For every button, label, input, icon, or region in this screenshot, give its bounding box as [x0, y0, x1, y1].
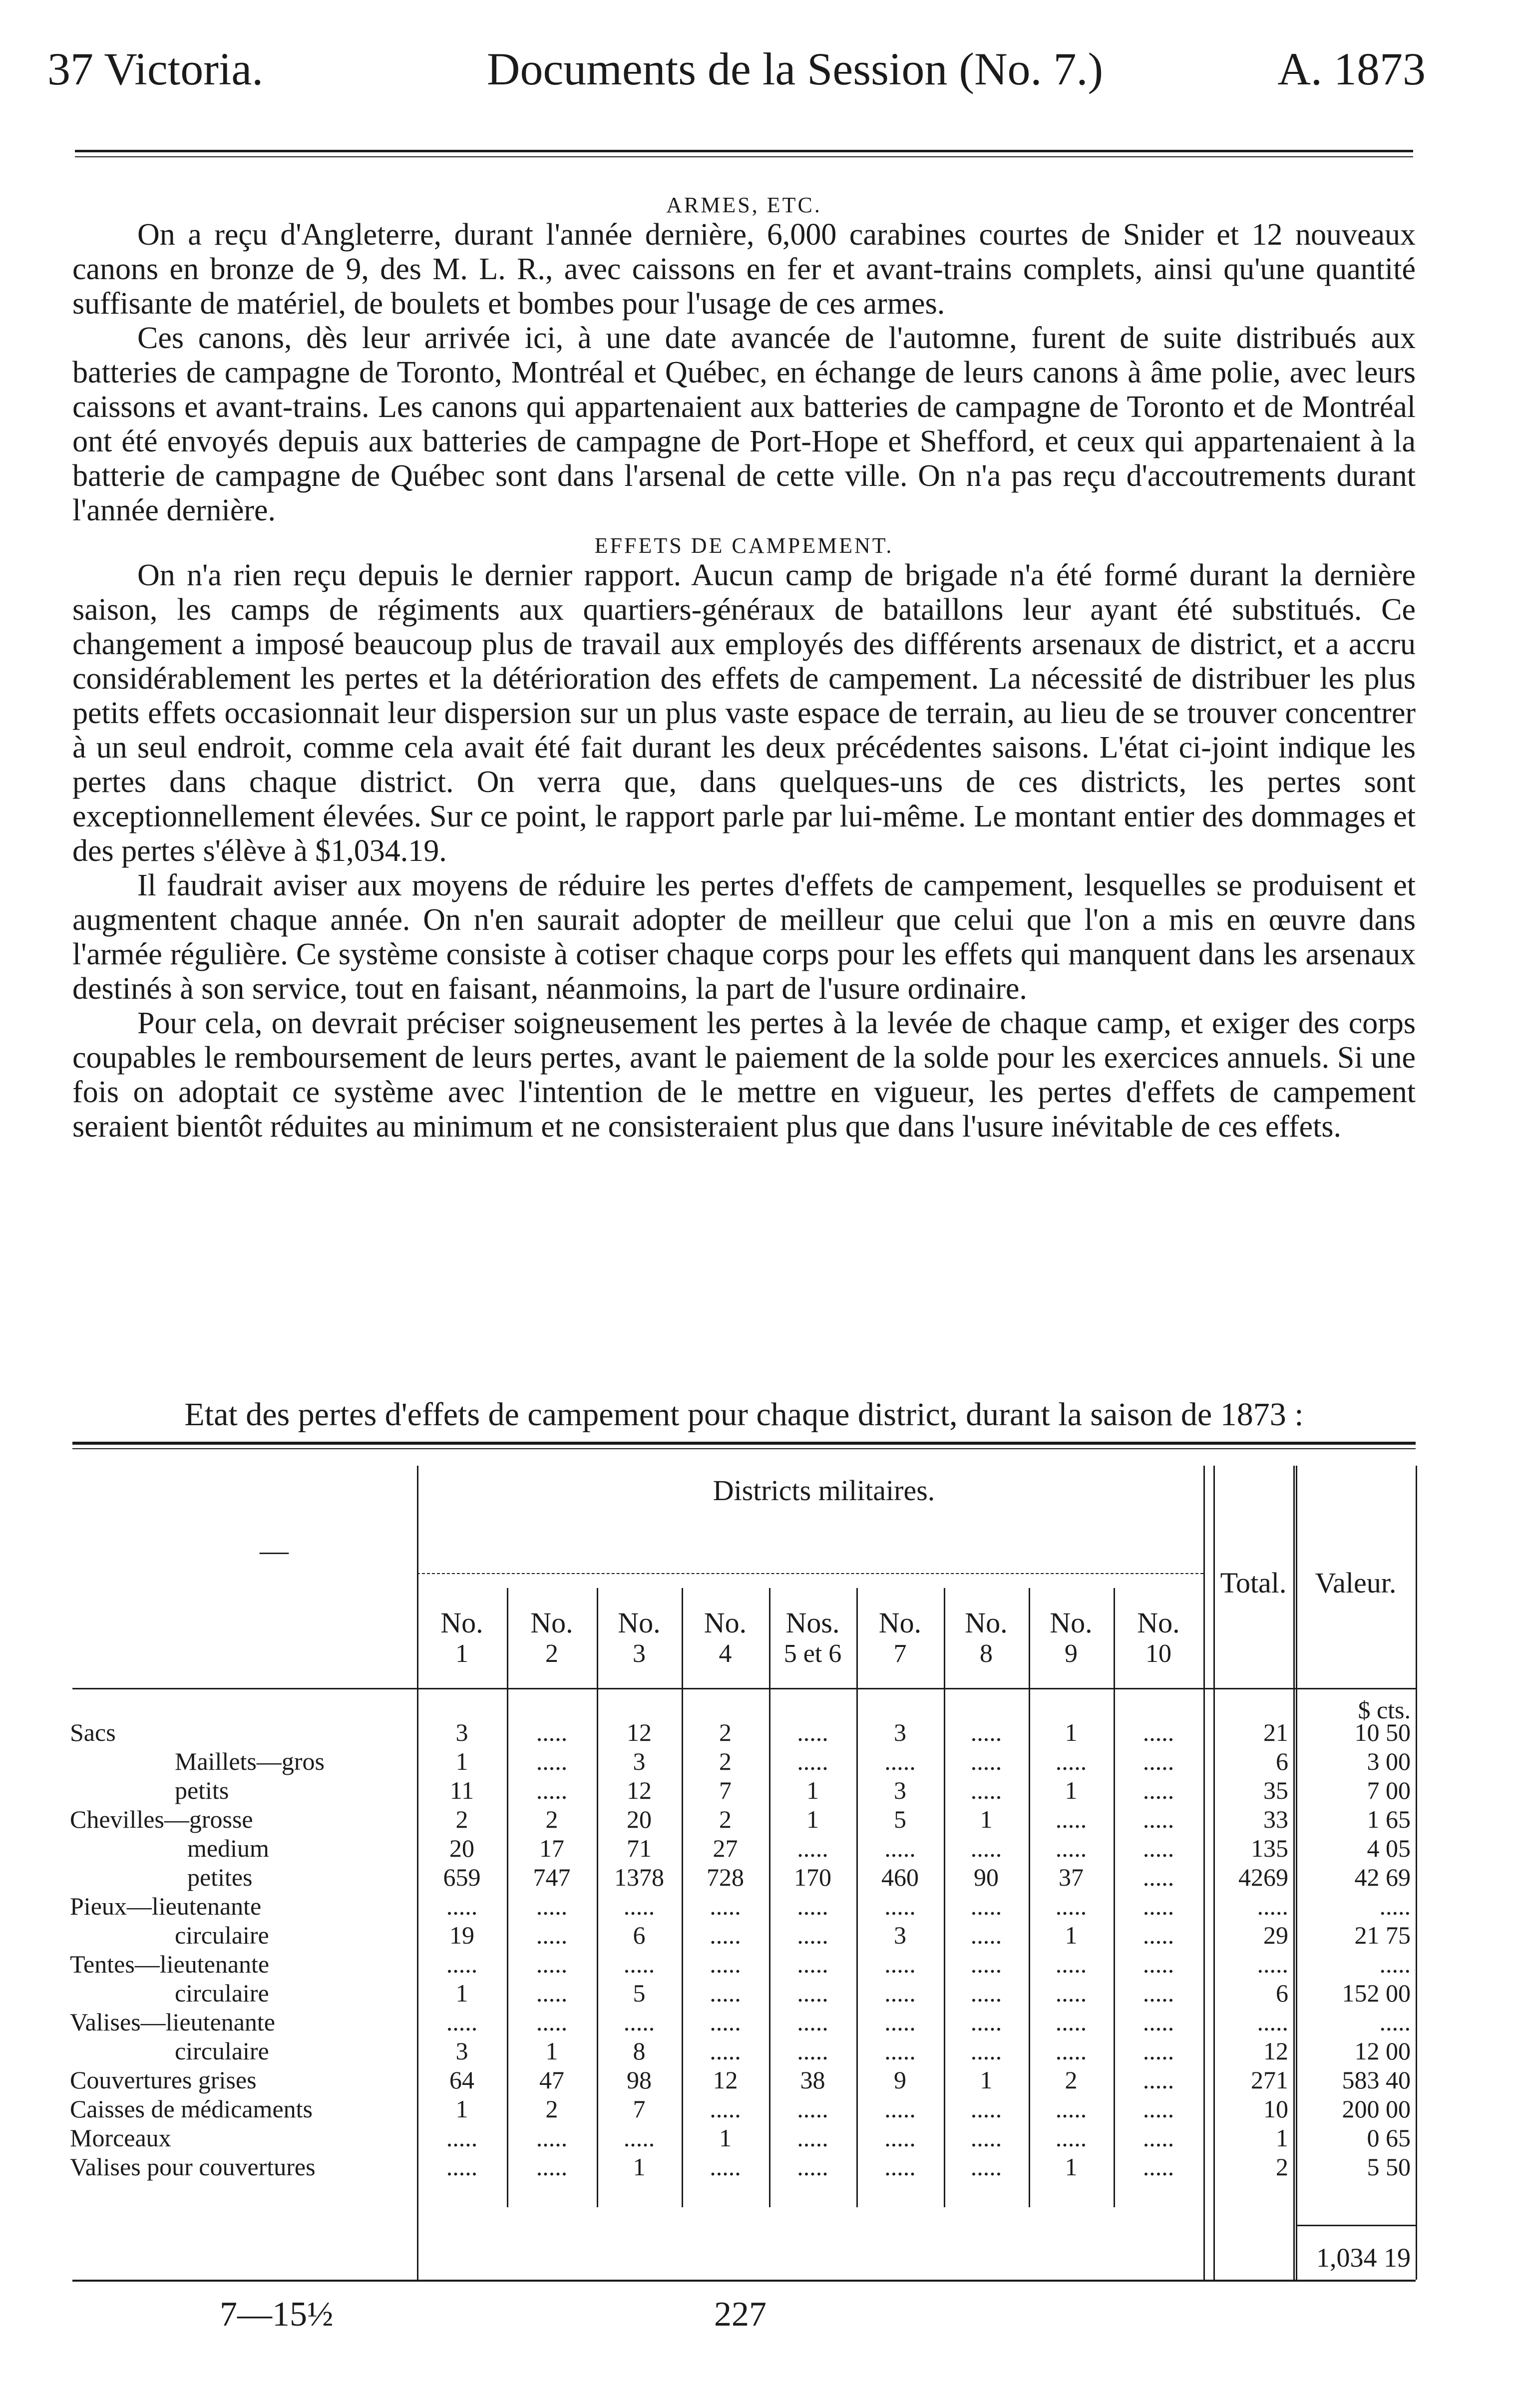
table-cell: 64	[449, 2066, 474, 2094]
table-cell: .....	[797, 1979, 828, 2007]
row-label: Morceaux	[70, 2124, 171, 2152]
table-cell: .....	[1142, 2066, 1174, 2094]
row-total: 35	[1263, 1776, 1288, 1804]
row-label: Sacs	[70, 1718, 116, 1746]
table-cell: 2	[1065, 2066, 1078, 2094]
table-cell: 1	[980, 2066, 993, 2094]
table-cell: 3	[455, 2037, 468, 2065]
row-label: Pieux—lieutenante	[70, 1892, 262, 1920]
table-cell: .....	[1142, 1892, 1174, 1920]
row-label: medium	[187, 1834, 269, 1862]
row-total: 135	[1251, 1834, 1288, 1862]
row-valeur: 1 65	[1367, 1805, 1411, 1833]
table-cell: 20	[627, 1805, 652, 1833]
table-cell: 2	[719, 1805, 732, 1833]
group-header-rule	[417, 1573, 1203, 1574]
table-cell: .....	[970, 2153, 1002, 2181]
paragraph: On a reçu d'Angleterre, durant l'année dernière, 6,000 carabines courtes de Snider et 12 nouveaux canons en bronze de 9, des M. L. R., avec caissons en fer et avant-trains complets, ainsi qu'une quantité suffisante de matériel, de boulets et bombes pour l'usage de ces armes.	[72, 218, 1416, 321]
table-cell: .....	[536, 2124, 568, 2152]
table-cell: .....	[970, 1892, 1002, 1920]
table-cell: 38	[800, 2066, 825, 2094]
table-cell: .....	[797, 1921, 828, 1949]
table-cell: .....	[710, 1892, 741, 1920]
column-rule	[1203, 1466, 1205, 2280]
table-cell: .....	[970, 1834, 1002, 1862]
table-cell: 3	[633, 1747, 646, 1775]
row-total: 21	[1263, 1718, 1288, 1746]
currency-unit: $ cts.	[1358, 1696, 1411, 1724]
row-valeur: .....	[1379, 2008, 1411, 2036]
row-valeur: 583 40	[1342, 2066, 1411, 2094]
row-label: circulaire	[175, 2037, 269, 2065]
table-cell: 5	[894, 1805, 906, 1833]
table-cell: 1	[455, 2095, 468, 2123]
table-cell: 17	[539, 1834, 564, 1862]
table-cell: .....	[797, 2153, 828, 2181]
total-header: Total.	[1220, 1567, 1287, 1599]
table-top-rule	[72, 1442, 1416, 1445]
table-top-rule-thin	[72, 1448, 1416, 1449]
table-cell: 1	[545, 2037, 558, 2065]
table-cell: .....	[1055, 1747, 1087, 1775]
row-valeur: 200 00	[1342, 2095, 1411, 2123]
table-cell: 170	[794, 1863, 831, 1891]
table-cell: 2	[545, 1805, 558, 1833]
valeur-header: Valeur.	[1315, 1567, 1397, 1599]
running-head-right: A. 1873	[1277, 43, 1426, 94]
table-cell: .....	[446, 1950, 478, 1978]
table-cell: 1	[1065, 1776, 1078, 1804]
row-valeur: .....	[1379, 1892, 1411, 1920]
table-cell: .....	[884, 2124, 916, 2152]
table-cell: .....	[1142, 1979, 1174, 2007]
table-cell: .....	[884, 1834, 916, 1862]
table-cell: .....	[446, 2124, 478, 2152]
paragraph: Il faudrait aviser aux moyens de réduire les pertes d'effets de campement, lesquelles se produisent et augmentent chaque année. On n'en saurait adopter de meilleur que celui que l'on a mis en œuvre dans l'armée régulière. Ce système consiste à cotiser chaque corps pour les effets qui manquent dans les arsenaux destinés à son service, tout en faisant, néanmoins, la part de l'usure ordinaire.	[72, 868, 1416, 1006]
district-col-number: 4	[719, 1639, 732, 1668]
row-label: petites	[187, 1863, 253, 1891]
table-cell: .....	[970, 1921, 1002, 1949]
row-label: circulaire	[175, 1979, 269, 2007]
signature-mark: 7—15½	[220, 2295, 334, 2334]
table-cell: .....	[536, 1892, 568, 1920]
row-total: 6	[1276, 1979, 1288, 2007]
running-head-left: 37 Victoria.	[47, 43, 264, 94]
row-total: 29	[1263, 1921, 1288, 1949]
table-cell: .....	[1055, 2037, 1087, 2065]
table-cell: .....	[536, 1950, 568, 1978]
table-cell: 2	[719, 1747, 732, 1775]
row-total: 4269	[1238, 1863, 1288, 1891]
table-cell: .....	[797, 1747, 828, 1775]
table-cell: .....	[623, 1950, 655, 1978]
table-cell: .....	[446, 2153, 478, 2181]
row-valeur: 10 50	[1354, 1718, 1411, 1746]
running-head-center: Documents de la Session (No. 7.)	[487, 43, 1104, 94]
table-cell: .....	[797, 1834, 828, 1862]
row-valeur: 3 00	[1367, 1747, 1411, 1775]
row-label: Caisses de médicaments	[70, 2095, 313, 2123]
table-cell: 11	[449, 1776, 474, 1804]
row-label: Maillets—gros	[175, 1747, 325, 1775]
table-cell: 2	[455, 1805, 468, 1833]
table-cell: 5	[633, 1979, 646, 2007]
row-label: Tentes—lieutenante	[70, 1950, 270, 1978]
table-cell: 3	[894, 1718, 906, 1746]
paragraph: Ces canons, dès leur arrivée ici, à une date avancée de l'automne, furent de suite distribués aux batteries de campagne de Toronto, Montréal et Québec, en échange de leurs canons à âme polie, avec leurs caissons et avant-trains. Les canons qui appartenaient aux batteries de campagne de Toronto et de Montréal ont été envoyés depuis aux batteries de campagne de Port-Hope et Shefford, et ceux qui appartenaient à la batterie de campagne de Québec sont dans l'arsenal de cette ville. On n'a pas reçu d'accoutrements durant l'année dernière.	[72, 321, 1416, 527]
table-cell: 1	[806, 1805, 819, 1833]
row-total: .....	[1257, 2008, 1288, 2036]
group-header: Districts militaires.	[713, 1474, 935, 1507]
row-valeur: 4 05	[1367, 1834, 1411, 1862]
table-cell: 1	[1065, 2153, 1078, 2181]
table-caption: Etat des pertes d'effets de campement pour chaque district, durant la saison de 1873 :	[184, 1396, 1304, 1433]
row-total: 33	[1263, 1805, 1288, 1833]
district-col-number: 1	[455, 1639, 468, 1668]
table-cell: 12	[627, 1718, 652, 1746]
table-cell: .....	[970, 1979, 1002, 2007]
district-col-label: Nos.	[785, 1606, 840, 1639]
row-total: 12	[1263, 2037, 1288, 2065]
table-cell: .....	[1055, 1979, 1087, 2007]
table-cell: 47	[539, 2066, 564, 2094]
table-cell: 1378	[614, 1863, 664, 1891]
table-bottom-rule	[72, 2280, 1416, 2282]
table-cell: .....	[797, 2008, 828, 2036]
row-valeur: 7 00	[1367, 1776, 1411, 1804]
table-cell: 3	[894, 1921, 906, 1949]
table-cell: .....	[1055, 2008, 1087, 2036]
table-cell: .....	[710, 2008, 741, 2036]
district-col-number: 2	[545, 1639, 558, 1668]
table-cell: .....	[1142, 2037, 1174, 2065]
table-cell: 20	[449, 1834, 474, 1862]
section-heading-campement: EFFETS DE CAMPEMENT.	[594, 533, 894, 558]
table-cell: .....	[1055, 2095, 1087, 2123]
table-cell: .....	[970, 1776, 1002, 1804]
header-rule-thin	[75, 156, 1413, 157]
row-total: 6	[1276, 1747, 1288, 1775]
table-cell: .....	[884, 2037, 916, 2065]
table-cell: .....	[884, 1950, 916, 1978]
table-cell: 27	[713, 1834, 738, 1862]
row-total: 271	[1251, 2066, 1288, 2094]
row-label: Chevilles—grosse	[70, 1805, 253, 1833]
table-cell: .....	[1142, 1776, 1174, 1804]
table-cell: 12	[627, 1776, 652, 1804]
district-col-number: 7	[893, 1639, 907, 1668]
table-cell: .....	[1142, 1921, 1174, 1949]
table-cell: .....	[970, 1747, 1002, 1775]
table-cell: 1	[980, 1805, 993, 1833]
row-label: petits	[175, 1776, 229, 1804]
table-cell: .....	[1142, 2153, 1174, 2181]
table-cell: .....	[710, 1979, 741, 2007]
table-cell: .....	[884, 1979, 916, 2007]
row-label: Couvertures grises	[70, 2066, 257, 2094]
row-label: Valises—lieutenante	[70, 2008, 275, 2036]
table-cell: .....	[797, 1950, 828, 1978]
row-total: .....	[1257, 1892, 1288, 1920]
table-cell: .....	[536, 1776, 568, 1804]
table-cell: .....	[1142, 2008, 1174, 2036]
table-cell: .....	[1142, 1863, 1174, 1891]
table-cell: .....	[797, 2095, 828, 2123]
district-col-label: No.	[878, 1606, 922, 1639]
district-col-label: No.	[965, 1606, 1008, 1639]
table-cell: 37	[1059, 1863, 1084, 1891]
district-col-number: 9	[1065, 1639, 1078, 1668]
table-cell: .....	[797, 2037, 828, 2065]
row-valeur: 42 69	[1354, 1863, 1411, 1891]
table-cell: 2	[719, 1718, 732, 1746]
district-col-number: 3	[633, 1639, 646, 1668]
table-cell: .....	[884, 2153, 916, 2181]
table-cell: .....	[1055, 1892, 1087, 1920]
table-cell: .....	[884, 2095, 916, 2123]
table-cell: 2	[545, 2095, 558, 2123]
column-rule	[1416, 1466, 1417, 2280]
district-col-number: 5 et 6	[783, 1639, 842, 1668]
table-cell: 1	[455, 1979, 468, 2007]
table-cell: 71	[627, 1834, 652, 1862]
table-cell: .....	[970, 2095, 1002, 2123]
table-cell: .....	[797, 1892, 828, 1920]
row-valeur: 152 00	[1342, 1979, 1411, 2007]
table-cell: .....	[536, 1921, 568, 1949]
district-col-label: No.	[440, 1606, 483, 1639]
page-number: 227	[714, 2295, 766, 2334]
table-cell: 659	[443, 1863, 481, 1891]
table-cell: .....	[536, 1979, 568, 2007]
table-cell: 1	[1065, 1718, 1078, 1746]
table-cell: .....	[1055, 1834, 1087, 1862]
table-cell: .....	[623, 2008, 655, 2036]
table-cell: .....	[970, 2008, 1002, 2036]
table-cell: .....	[1142, 1834, 1174, 1862]
table-cell: .....	[710, 2153, 741, 2181]
table-cell: .....	[710, 1950, 741, 1978]
table-cell: 6	[633, 1921, 646, 1949]
table-cell: .....	[446, 1892, 478, 1920]
district-col-label: No.	[530, 1606, 573, 1639]
table-total-rule	[1296, 2225, 1416, 2226]
table-cell: .....	[536, 2153, 568, 2181]
table-cell: .....	[536, 1747, 568, 1775]
district-col-number: 8	[980, 1639, 993, 1668]
table-cell: 1	[633, 2153, 646, 2181]
table-cell: .....	[536, 2008, 568, 2036]
table-cell: 728	[707, 1863, 744, 1891]
table-cell: .....	[536, 1718, 568, 1746]
table-cell: 19	[449, 1921, 474, 1949]
table-cell: 8	[633, 2037, 646, 2065]
table-cell: .....	[970, 2037, 1002, 2065]
row-label: Valises pour couvertures	[70, 2153, 316, 2181]
table-cell: .....	[623, 1892, 655, 1920]
table-cell: 3	[455, 1718, 468, 1746]
table-cell: 1	[806, 1776, 819, 1804]
district-col-label: No.	[618, 1606, 661, 1639]
row-valeur: 5 50	[1367, 2153, 1411, 2181]
table-cell: 98	[627, 2066, 652, 2094]
table-cell: .....	[1142, 1747, 1174, 1775]
table-cell: .....	[884, 1747, 916, 1775]
table-cell: .....	[1055, 2124, 1087, 2152]
table-cell: .....	[884, 1892, 916, 1920]
row-valeur: 0 65	[1367, 2124, 1411, 2152]
row-valeur: .....	[1379, 1950, 1411, 1978]
table-cell: 1	[719, 2124, 732, 2152]
district-col-label: No.	[1137, 1606, 1180, 1639]
row-total: 1	[1276, 2124, 1288, 2152]
row-total: 2	[1276, 2153, 1288, 2181]
table-cell: .....	[970, 1950, 1002, 1978]
header-rule	[75, 150, 1413, 152]
body-text	[72, 192, 1416, 1144]
table-cell: .....	[970, 1718, 1002, 1746]
table-cell: 9	[894, 2066, 906, 2094]
section-heading-armes: ARMES, ETC.	[666, 193, 822, 217]
table-cell: .....	[1142, 1718, 1174, 1746]
table-cell: .....	[446, 2008, 478, 2036]
table-cell: .....	[623, 2124, 655, 2152]
row-total: 10	[1263, 2095, 1288, 2123]
paragraph: On n'a rien reçu depuis le dernier rapport. Aucun camp de brigade n'a été formé durant la dernière saison, les camps de régiments aux quartiers-généraux de bataillons leur ayant été substitués. Ce changement a imposé beaucoup plus de travail aux employés des différents arsenaux de district, et a accru considérablement les pertes et la détérioration des effets de campement. La nécessité de distribuer les plus petits effets occasionnait leur dispersion sur un plus vaste espace de terrain, au lieu de se trouver concentrer à un seul endroit, comme cela avait été fait durant les deux précédentes saisons. L'état ci-joint indique les pertes dans chaque district. On verra que, dans quelques-uns de ces districts, les pertes sont exceptionnellement élevées. Sur ce point, le rapport parle par lui-même. Le montant entier des dommages et des pertes s'élève à $1,034.19.	[72, 558, 1416, 868]
table-cell: .....	[884, 2008, 916, 2036]
row-label: circulaire	[175, 1921, 269, 1949]
table-cell: .....	[970, 2124, 1002, 2152]
district-col-number: 10	[1145, 1639, 1171, 1668]
table-cell: .....	[710, 2095, 741, 2123]
grand-total: 1,034 19	[1316, 2243, 1411, 2273]
row-total: .....	[1257, 1950, 1288, 1978]
stub-header: —	[260, 1534, 289, 1567]
row-valeur: 21 75	[1354, 1921, 1411, 1949]
table-cell: 7	[633, 2095, 646, 2123]
district-col-label: No.	[704, 1606, 747, 1639]
table-cell: .....	[1142, 2095, 1174, 2123]
table-cell: 12	[713, 2066, 738, 2094]
table-cell: 3	[894, 1776, 906, 1804]
table-cell: 1	[1065, 1921, 1078, 1949]
table-cell: .....	[1055, 1950, 1087, 1978]
table-cell: 747	[533, 1863, 571, 1891]
table-cell: .....	[1142, 1950, 1174, 1978]
district-col-label: No.	[1050, 1606, 1093, 1639]
table-cell: .....	[1142, 1805, 1174, 1833]
column-rule	[1293, 1466, 1295, 2280]
table-cell: .....	[1055, 1805, 1087, 1833]
table-cell: .....	[797, 2124, 828, 2152]
table-cell: .....	[710, 1921, 741, 1949]
running-head	[47, 42, 1426, 102]
table-cell: .....	[1142, 2124, 1174, 2152]
table-cell: .....	[710, 2037, 741, 2065]
table-cell: 90	[974, 1863, 999, 1891]
table-cell: .....	[797, 1718, 828, 1746]
table-cell: 460	[881, 1863, 919, 1891]
table-cell: 1	[455, 1747, 468, 1775]
table-cell: 7	[719, 1776, 732, 1804]
row-valeur: 12 00	[1354, 2037, 1411, 2065]
paragraph: Pour cela, on devrait préciser soigneusement les pertes à la levée de chaque camp, et exiger des corps coupables le remboursement de leurs pertes, avant le paiement de la solde pour les exercices annuels. Si une fois on adoptait ce système avec l'intention de le mettre en vigueur, les pertes d'effets de campement seraient bientôt réduites au minimum et ne consisteraient plus que dans l'usure inévitable de ces effets.	[72, 1006, 1416, 1144]
